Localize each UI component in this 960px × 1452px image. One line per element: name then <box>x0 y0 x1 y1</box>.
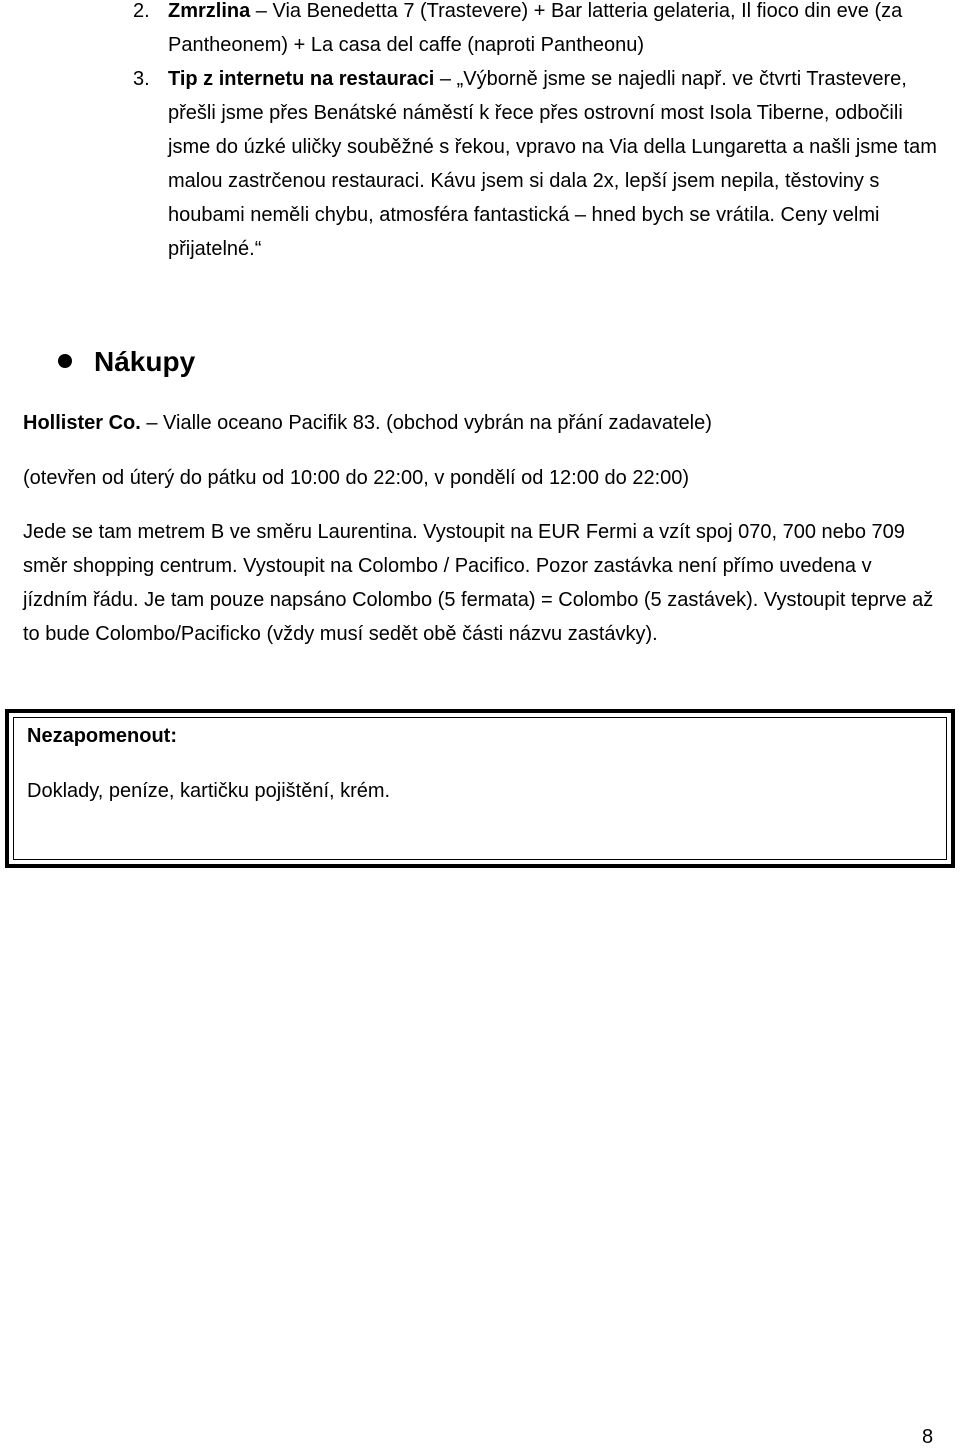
list-item <box>0 62 960 266</box>
section-heading-text: Nákupy <box>94 346 196 377</box>
list-number: 2. <box>133 0 150 22</box>
numbered-list <box>0 0 960 266</box>
shop-name: Hollister Co. <box>23 412 141 434</box>
reminder-title: Nezapomenout: <box>27 725 177 747</box>
page-number: 8 <box>922 1426 934 1448</box>
list-item-title: Zmrzlina <box>168 0 251 22</box>
shop-address-line <box>23 406 938 440</box>
list-item-title: Tip z internetu na restauraci <box>168 68 435 90</box>
shop-address: – Vialle oceano Pacifik 83. (obchod vybrán na přání zadavatele) <box>140 412 712 434</box>
shop-directions: Jede se tam metrem B ve směru Laurentina. Vystoupit na EUR Fermi a vzít spoj 070, 700 nebo 709 směr shopping centrum. Vystoupit na Colombo / Pacifico. Pozor zastávka není přímo uvedena v jízdním řádu. Je tam pouze napsáno Colombo (5 fermata) = Colombo (5 zastávek). Vystoupit teprve až to bude Colombo/Pacificko (vždy musí sedět obě části názvu zastávky). <box>23 521 934 645</box>
list-item-text: – „Výborně jsme se najedli např. ve čtvrti Trastevere, přešli jsme přes Benátské náměstí k řece přes ostrovní most Isola Tiberne, odbočili jsme do úzké uličky souběžné s řekou, vpravo na Via della Lungaretta a našli jsme tam malou zastrčenou restauraci. Kávu jsem si dala 2x, lepší jsem nepila, těstoviny s houbami neměli chybu, atmosféra fantastická – hned bych se vrátila. Ceny velmi přijatelné.“ <box>168 68 937 260</box>
shop-hours: (otevřen od úterý do pátku od 10:00 do 22:00, v pondělí od 12:00 do 22:00) <box>23 467 690 489</box>
list-item-text: – Via Benedetta 7 (Trastevere) + Bar latteria gelateria, Il fioco din eve (za Pantheonem) + La casa del caffe (naproti Pantheonu) <box>168 0 903 56</box>
list-number: 3. <box>133 68 150 90</box>
section-heading <box>58 342 195 382</box>
reminder-box <box>5 709 955 868</box>
bullet-icon <box>58 354 72 368</box>
reminder-text: Doklady, peníze, kartičku pojištění, krém. <box>27 780 391 802</box>
list-item <box>0 0 960 62</box>
